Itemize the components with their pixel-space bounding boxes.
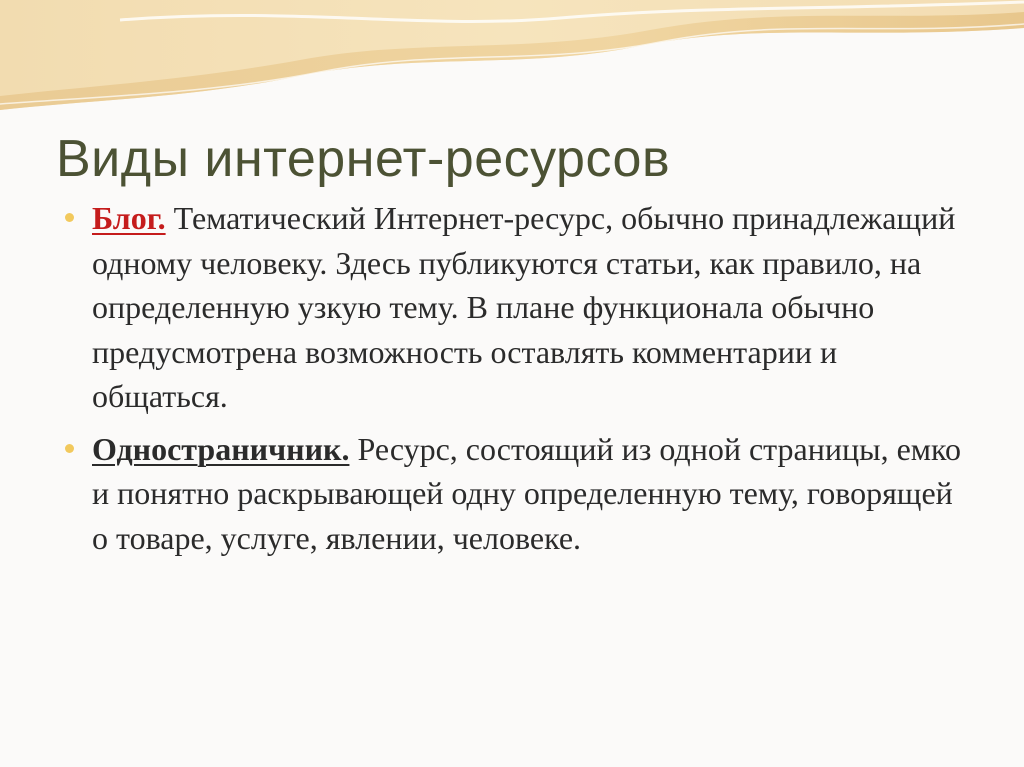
bullet-text: Тематический Интернет-ресурс, обычно принадлежащий одному человеку. Здесь публикуются статьи, как правило, на определенную узкую тему. В плане функционала обычно предусмотрена возможность оставлять комментарии и общаться. (92, 200, 956, 414)
bullet-term: Блог. (92, 200, 166, 236)
slide-title: Виды интернет-ресурсов (56, 130, 671, 188)
bullet-blog (92, 196, 972, 419)
decorative-wave-banner (0, 0, 1024, 140)
bullet-text: Ресурс, состоящий из одной страницы, емко и понятно раскрывающей одну определенную тему, говорящей о товаре, услуге, явлении, человеке. (92, 430, 961, 556)
bullet-one-page-site (92, 427, 972, 561)
bullet-list (92, 196, 972, 568)
bullet-dot-icon (65, 213, 74, 222)
bullet-term: Одностраничник. (92, 430, 350, 467)
bullet-dot-icon (65, 444, 74, 453)
